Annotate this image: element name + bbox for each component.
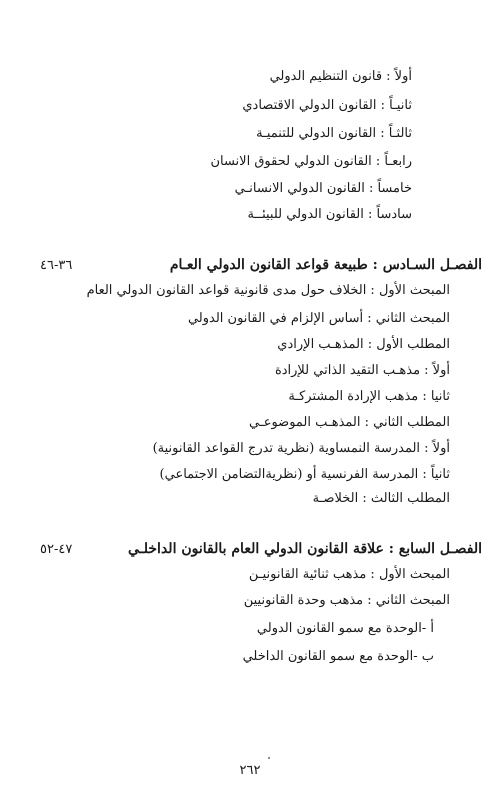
toc-entry: أولاً : مذهـب التقيد الذاتي للإرادة (274, 363, 450, 378)
stray-mark (268, 757, 270, 759)
chapter-seven-title: الفصـل السابع : علاقة القانون الدولي العام بالقانون الداخلـي (128, 541, 482, 557)
toc-entry: ثانياً : المدرسة الفرنسية أو (نظريةالتضامن الاجتماعي) (159, 467, 450, 482)
toc-entry: أولاً : المدرسة النمساوية (نظرية تدرج القواعد القانونية) (152, 441, 450, 456)
toc-entry: المبحث الثاني : أساس الإلزام في القانون الدولي (187, 311, 450, 326)
chapter-six-pages: ٣٦-٤٦ (40, 258, 73, 273)
toc-entry: ثانيـاً : القانون الدولي الاقتصادي (242, 98, 412, 113)
page-number: ٢٦٢ (239, 763, 261, 778)
chapter-seven-pages: ٤٧-٥٢ (40, 542, 73, 557)
toc-entry: سادساً : القانون الدولي للبيئــة (247, 207, 412, 222)
toc-entry: المطلب الثاني : المذهـب الموضوعـي (249, 415, 450, 430)
toc-entry: المطلب الأول : المذهـب الإرادي (277, 337, 450, 352)
toc-entry: رابعـاً : القانون الدولي لحقوق الانسان (210, 154, 412, 169)
toc-entry: المبحث الثاني : مذهب وحدة القانونيين (243, 593, 450, 608)
toc-entry: خامساً : القانون الدولي الانسانـي (234, 181, 412, 196)
toc-entry: ثالثـاً : القانون الدولي للتنميـة (256, 126, 412, 141)
toc-entry: المبحث الأول : مذهب ثنائية القانونيـن (248, 567, 450, 582)
toc-entry: أولاً : قانون التنظيم الدولي (269, 69, 412, 84)
toc-entry: المبحث الأول : الخلاف حول مدى قانونية قواعد القانون الدولي العام (86, 283, 450, 298)
chapter-six-title: الفصـل السـادس : طبيعة قواعد القانون الدولي العـام (169, 257, 482, 273)
toc-entry: ب -الوحدة مع سمو القانون الداخلي (242, 649, 434, 664)
toc-entry: ثانيا : مذهب الإرادة المشتركـة (288, 389, 450, 404)
toc-entry: المطلب الثالث : الخلاصـة (312, 491, 450, 506)
toc-entry: أ -الوحدة مع سمو القانون الدولي (256, 621, 434, 636)
